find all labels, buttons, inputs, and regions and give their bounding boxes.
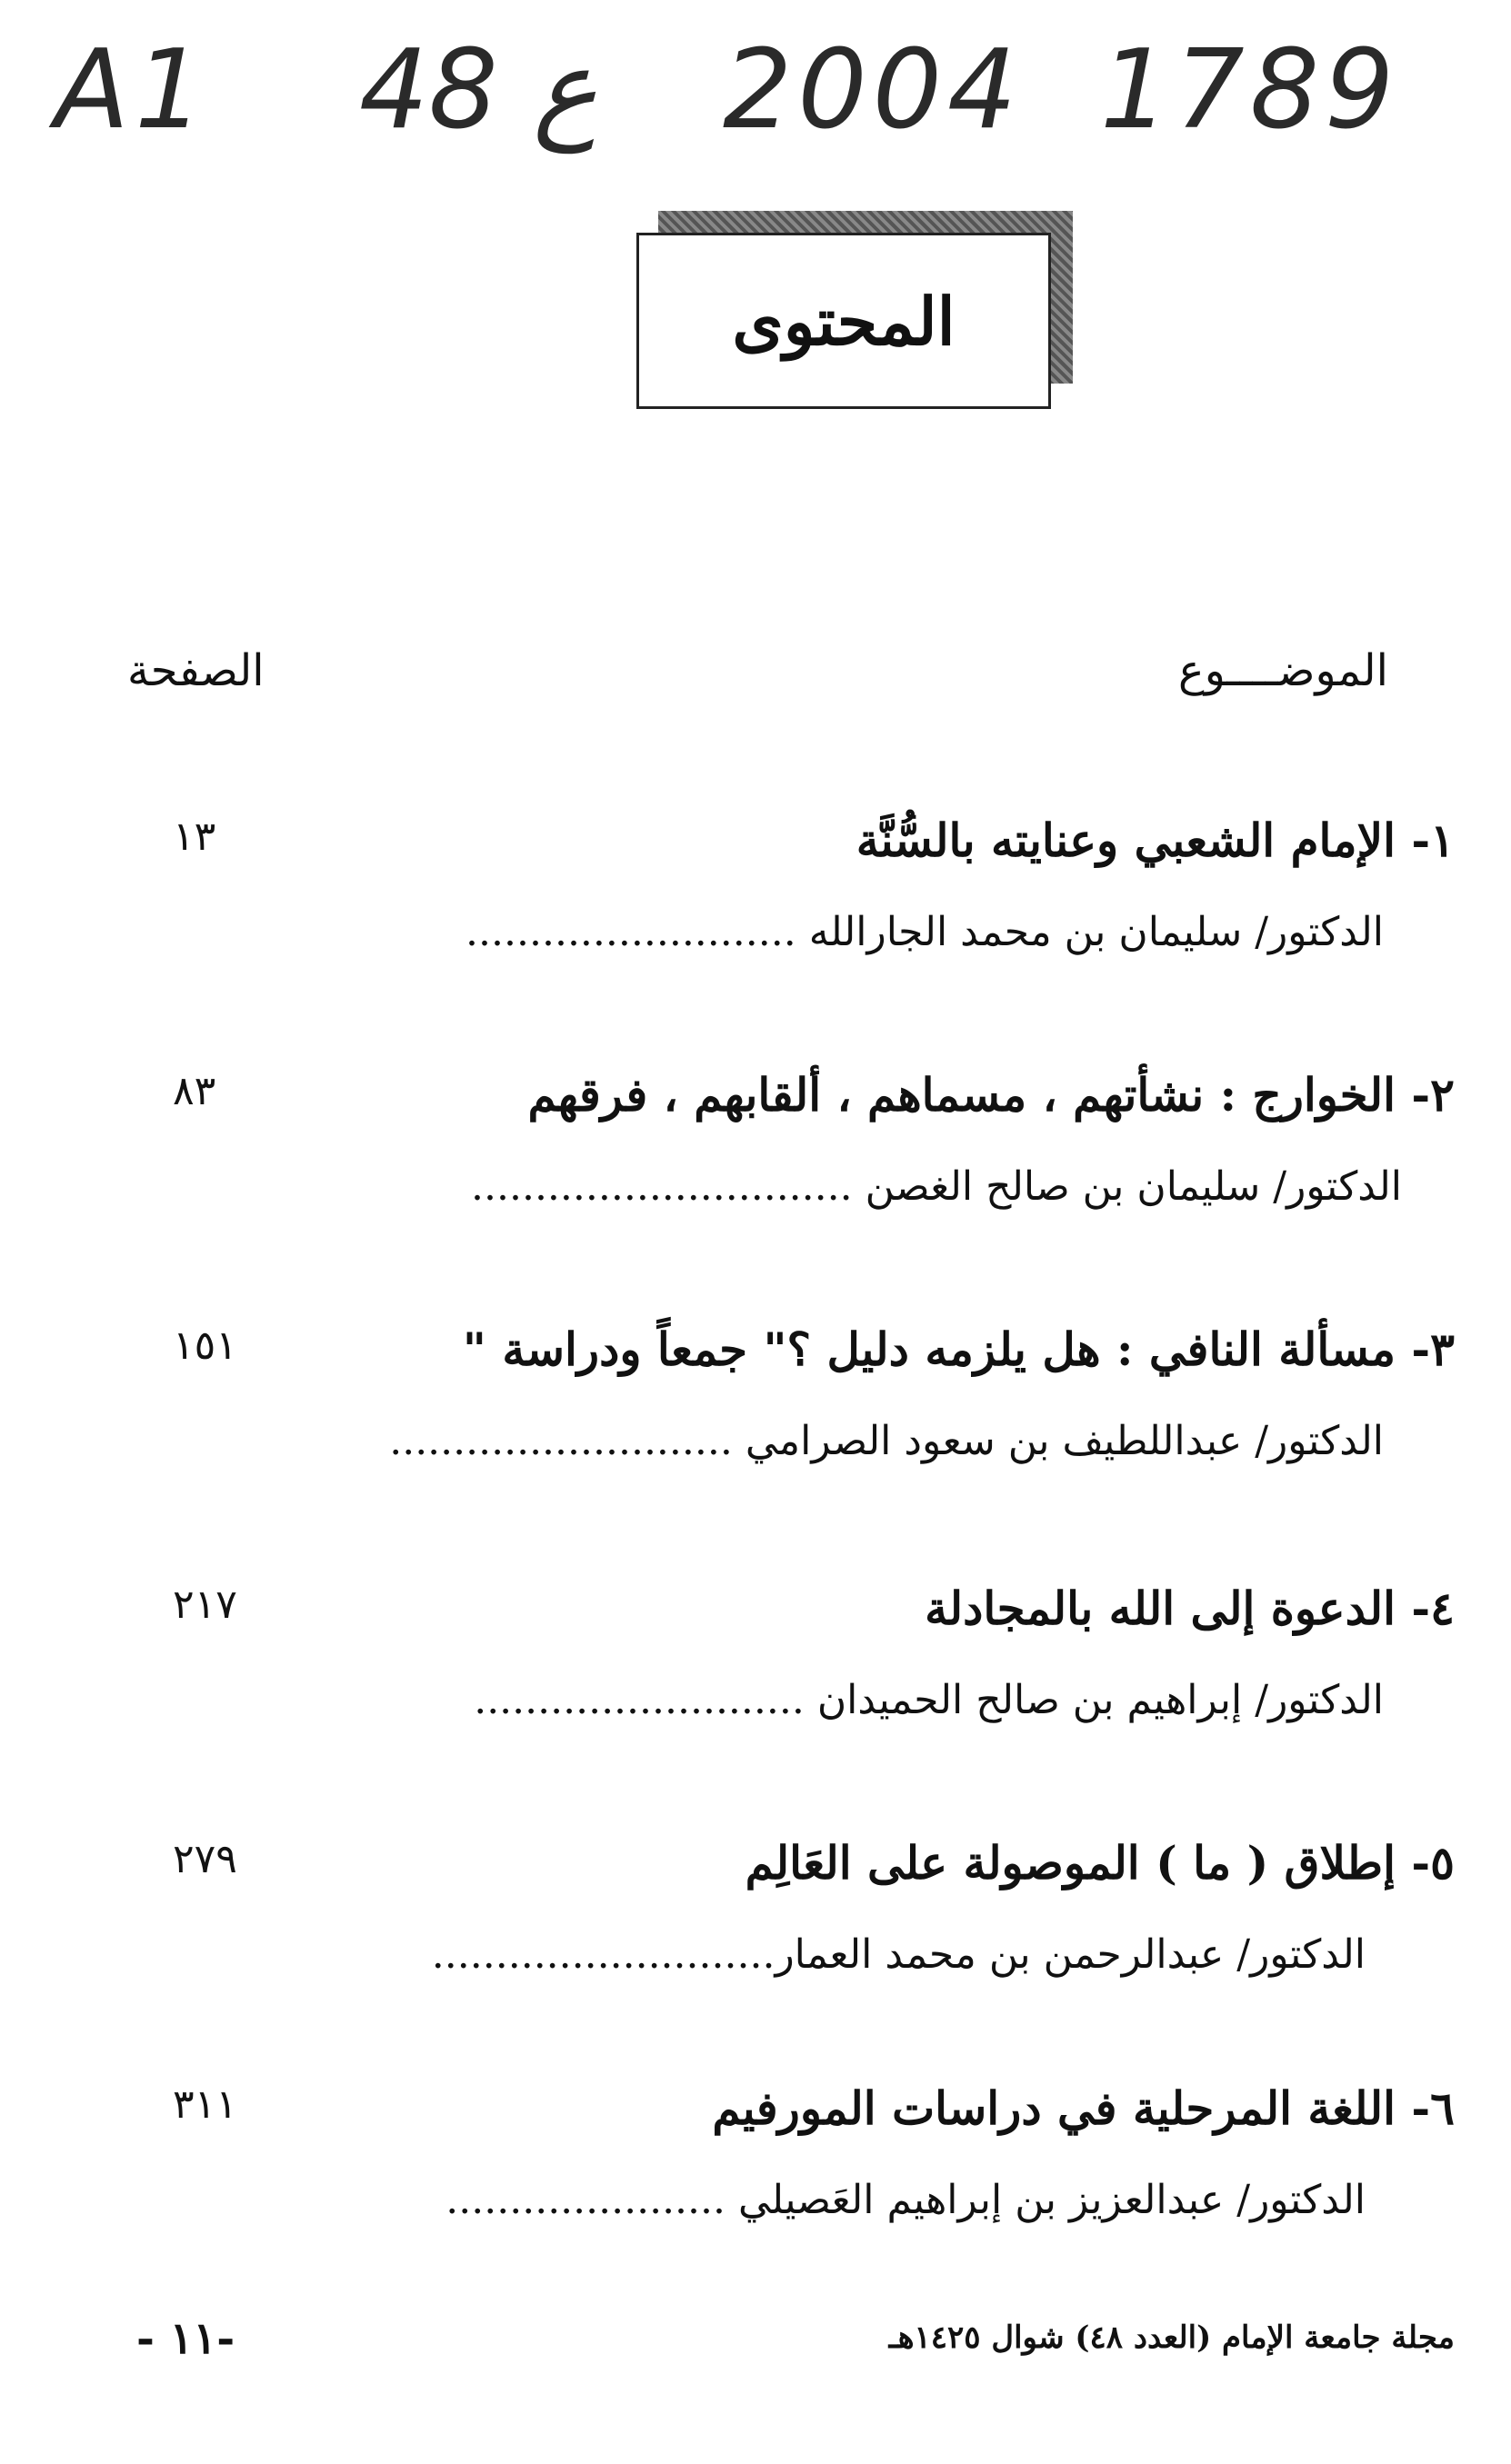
entry-title: ٣- مسألة النافي : هل يلزمه دليل ؟" جمعاً ودراسة " (462, 1322, 1455, 1376)
leader-dots: .......................... (474, 1677, 805, 1723)
author-name: الدكتور/ سليمان بن صالح الغصن (865, 1163, 1402, 1210)
entry-page-number: ٢١٧ (173, 1581, 237, 1628)
entry-page-number: ٨٣ (173, 1068, 216, 1114)
entry-page-number: ٢٧٩ (173, 1836, 237, 1882)
entry-title: ٦- اللغة المرحلية في دراسات المورفيم (712, 2081, 1455, 2135)
column-header-page: الصفحة (127, 645, 265, 696)
leader-dots: .......................... (465, 909, 796, 955)
leader-dots: .............................. (471, 1163, 853, 1210)
footer-journal-citation: مجلة جامعة الإمام (العدد ٤٨) شوال ١٤٢٥هـ (888, 2319, 1455, 2356)
entry-author (432, 1931, 1366, 1978)
leader-dots: ........................... (389, 1418, 733, 1464)
handwritten-note-2: 48 ع (359, 27, 598, 154)
entry-author (445, 2177, 1366, 2223)
leader-dots: ...................... (445, 2177, 725, 2223)
entry-author (465, 909, 1384, 955)
entry-page-number: ١٥١ (173, 1322, 237, 1369)
handwritten-note-3: 2004 (723, 27, 1023, 154)
author-name: الدكتور/ عبدالرحمن بن محمد العمار (775, 1931, 1366, 1978)
author-name: الدكتور/ عبدالعزيز بن إبراهيم العَصيلي (738, 2177, 1366, 2223)
author-name: الدكتور/ إبراهيم بن صالح الحميدان (816, 1677, 1384, 1723)
leader-dots: ........................... (431, 1931, 776, 1978)
footer-page-number: -١١ - (136, 2313, 235, 2364)
entry-title: ٢- الخوارج : نشأتهم ، مسماهم ، ألقابهم ، فرقهم (527, 1068, 1455, 1122)
handwritten-note-1: A1 (55, 27, 210, 154)
entry-author (471, 1163, 1402, 1210)
entry-title: ١- الإمام الشعبي وعنايته بالسُّنَّة (856, 813, 1455, 867)
column-header-subject: الموضــــوع (1178, 645, 1388, 696)
author-name: الدكتور/ عبداللطيف بن سعود الصرامي (745, 1418, 1384, 1464)
entry-author (474, 1677, 1384, 1723)
entry-title: ٥- إطلاق ( ما ) الموصولة على العَالِم (745, 1836, 1455, 1890)
page-title: المحتوى (636, 233, 1051, 409)
entry-page-number: ١٣ (173, 813, 216, 860)
entry-author (389, 1418, 1384, 1464)
title-frame (636, 211, 1073, 411)
handwritten-note-4: 1789 (1100, 27, 1400, 154)
entry-page-number: ٣١١ (173, 2081, 237, 2128)
author-name: الدكتور/ سليمان بن محمد الجارالله (808, 909, 1384, 955)
entry-title: ٤- الدعوة إلى الله بالمجادلة (925, 1581, 1455, 1635)
